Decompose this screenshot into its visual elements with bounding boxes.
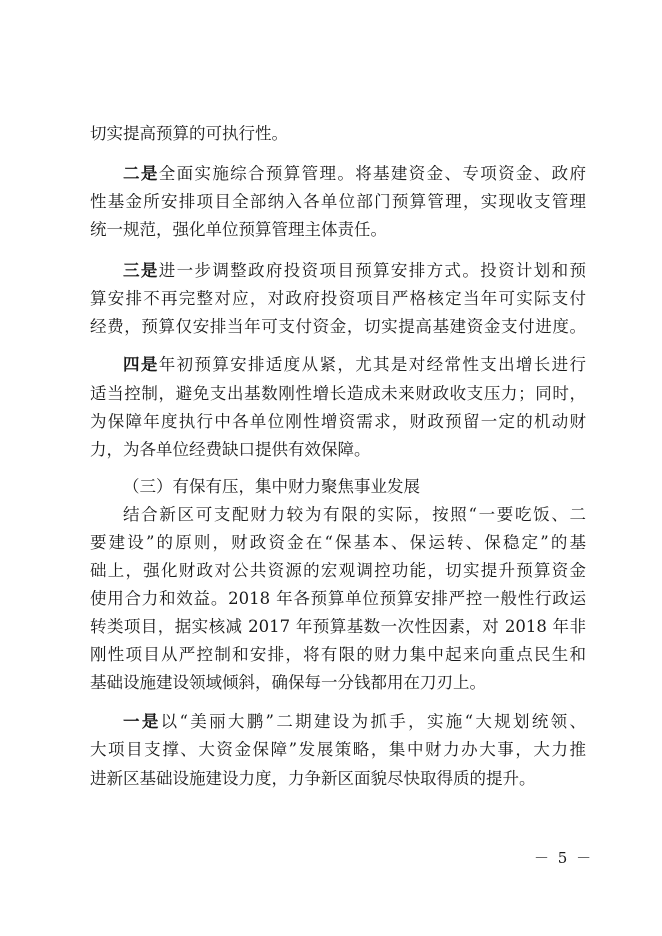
paragraph-line: 统一规范，强化单位预算管理主体责任。: [90, 220, 387, 239]
paragraph-line: 力，为各单位经费缺口提供有效保障。: [90, 440, 371, 459]
paragraph-line: 大项目支撑、大资金保障”发展策略，集中财力办大事，大力推: [90, 740, 586, 759]
point-lead: 四是: [123, 355, 159, 374]
section-heading: （三）有保有压，集中财力聚焦事业发展: [123, 477, 420, 496]
paragraph-line: 使用合力和效益。2018 年各预算单位预算安排严控一般性行政运: [90, 589, 586, 608]
paragraph-line: 础上，强化财政对公共资源的宏观调控功能，切实提升预算资金: [90, 561, 586, 580]
point-lead: 一是: [123, 712, 161, 731]
paragraph-line: 刚性项目从严控制和安排，将有限的财力集中起来向重点民生和: [90, 645, 586, 664]
paragraph-line: 经费，预算仅安排当年可支付资金，切实提高基建资金支付进度。: [90, 317, 586, 336]
paragraph-line: 性基金所安排项目全部纳入各单位部门预算管理，实现收支管理: [90, 192, 586, 211]
paragraph-line: 一是以“美丽大鹏”二期建设为抓手，实施“大规划统领、: [123, 712, 586, 731]
point-lead: 二是: [123, 164, 159, 183]
paragraph-line: 三是进一步调整政府投资项目预算安排方式。投资计划和预: [123, 261, 587, 280]
paragraph-line: 算安排不再完整对应，对政府投资项目严格核定当年可实际支付: [90, 289, 586, 308]
paragraph-line: 转类项目，据实核减 2017 年预算基数一次性因素，对 2018 年非: [90, 617, 586, 636]
paragraph-line: 进新区基础设施建设力度，力争新区面貌尽快取得质的提升。: [90, 769, 536, 788]
point-lead: 三是: [123, 261, 159, 280]
paragraph-line: 结合新区可支配财力较为有限的实际，按照“一要吃饭、二: [123, 505, 586, 524]
paragraph-line: 适当控制，避免支出基数刚性增长造成未来财政收支压力；同时，: [90, 384, 586, 403]
paragraph-line: 四是年初预算安排适度从紧，尤其是对经常性支出增长进行: [123, 355, 587, 374]
paragraph-line: 基础设施建设领域倾斜，确保每一分钱都用在刀刃上。: [90, 673, 486, 692]
paragraph-line: 二是全面实施综合预算管理。将基建资金、专项资金、政府: [123, 164, 587, 183]
paragraph-line: 要建设”的原则，财政资金在“保基本、保运转、保稳定”的基: [90, 533, 586, 552]
paragraph-line: 切实提高预算的可执行性。: [90, 124, 288, 143]
paragraph-line: 为保障年度执行中各单位刚性增资需求，财政预留一定的机动财: [90, 412, 586, 431]
page-number: － 5 －: [534, 849, 594, 867]
